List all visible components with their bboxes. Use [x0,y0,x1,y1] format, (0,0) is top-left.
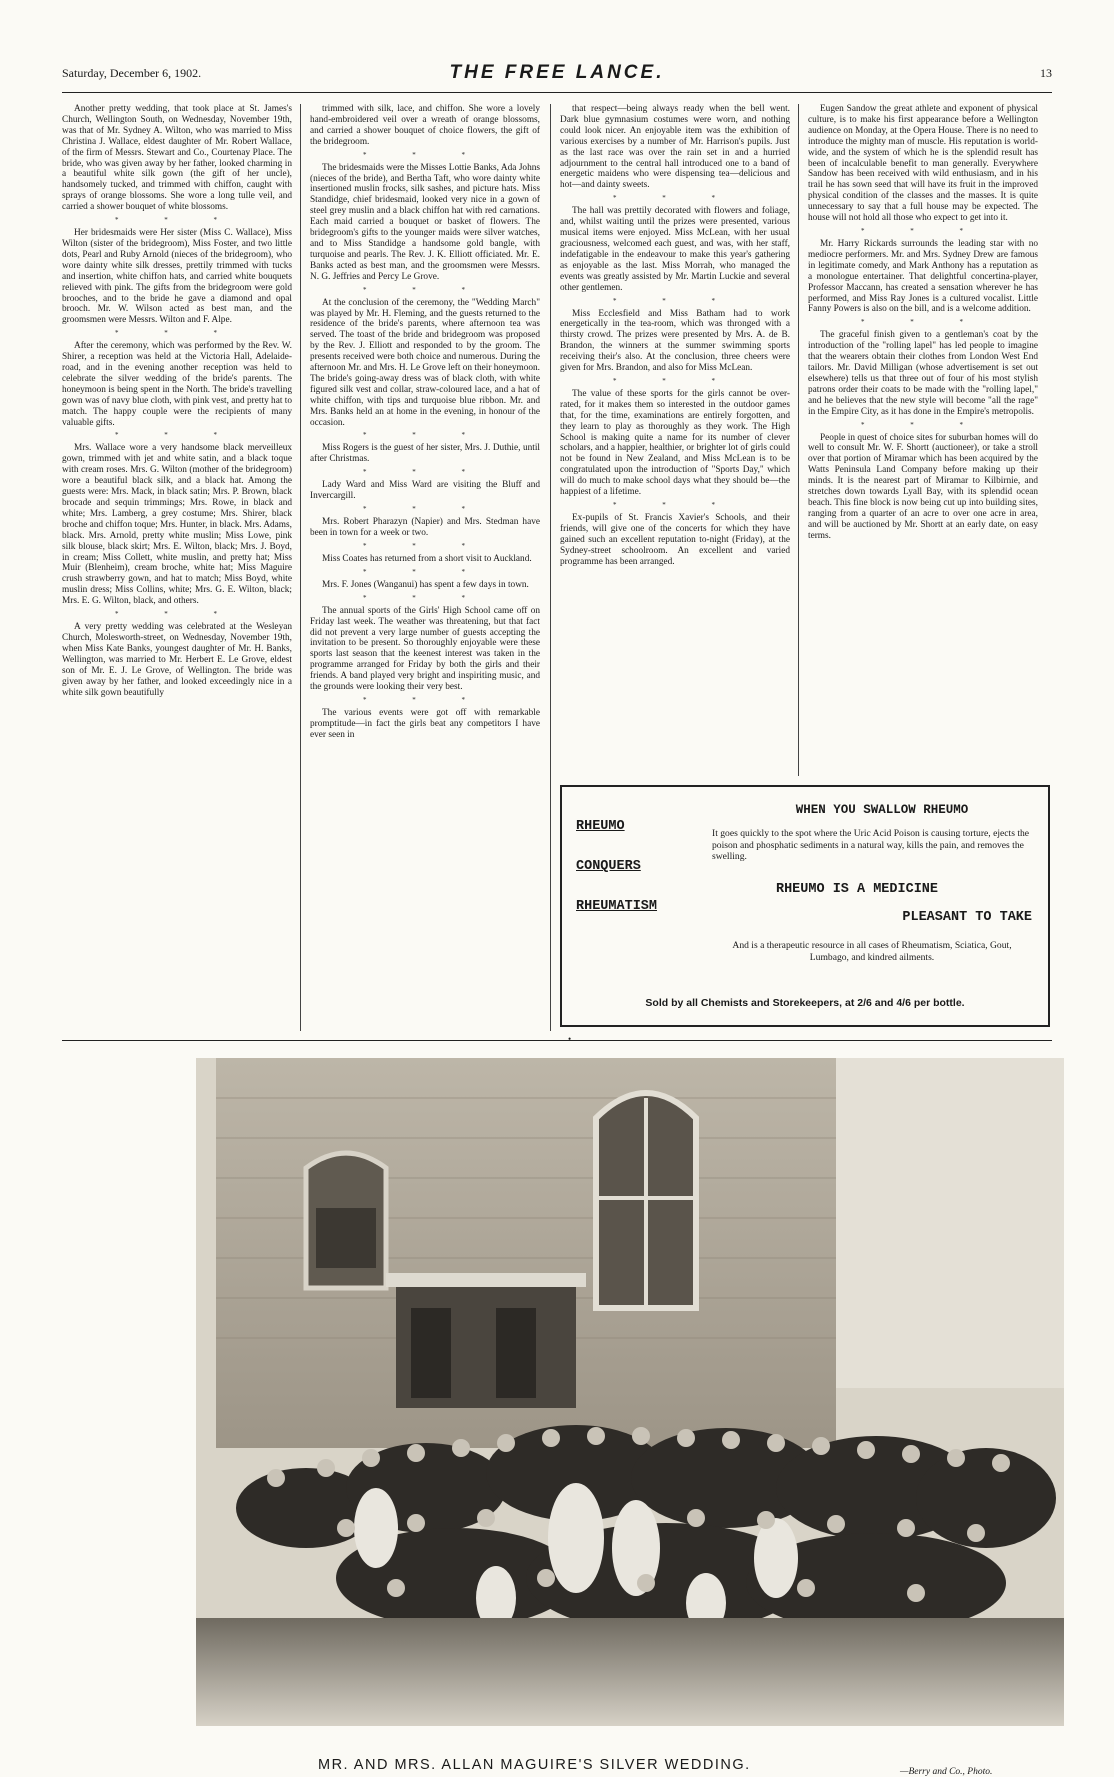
article-paragraph: Miss Coates has returned from a short visit to Auckland. [322,553,532,564]
article-paragraph: Mrs. Wallace wore a very handsome black merveilleux gown, trimmed with jet and white satin, and a black toque with cream roses. Mrs. G. Wilton (mother of the bridegroom) wore a beautiful black silk, and a black hat. Among the guests were: Mrs. Mack, in black satin; Mrs. P. Brown, black brocade and sequin trimmings; Mrs. Rowe, in black and white; Mrs. Lamberg, a grey costume; Mrs. Shirer, black broche and chiffon toque; Mrs. Hunter, in black. Mrs. Adams, black. Mrs. Arnold, pretty white muslin; Miss Lowe, pink silk blouse, black skirt; Mrs. E. Wilton, black; Mrs. J. Boyd, in cream; Miss Collett, white muslin, and pretty hat; Miss Muir (Blenheim), cream broche, white hat; Miss Maguire crush strawberry gown, and hat to match; Miss Boyd, white muslin dress; Miss Collins, white; Mrs. G. E. Wilton, black; Mrs. E. G. Wilton, black, and others. [62,443,292,607]
column-4 [808,104,1038,776]
section-divider: * * * [115,329,239,338]
advert-word: RHEUMO [576,819,625,834]
section-divider: * * * [861,318,985,327]
column-rule [798,104,799,776]
article-paragraph: Ex-pupils of St. Francis Xavier's Schools, and their friends, will give one of the concerts for which they have gained such an excellent reputation to-night (Friday), at the Sydney-street schoolroom. An excellent and varied programme has been arranged. [560,513,790,567]
advert-footer: Sold by all Chemists and Storekeepers, at 2/6 and 4/6 per bottle. [645,997,965,1009]
issue-date: Saturday, December 6, 1902. [62,66,202,80]
column-rule [550,104,551,1031]
section-divider: * * * [613,296,737,305]
article-paragraph: Miss Ecclesfield and Miss Batham had to work energetically in the tea-room, which was thronged with a thirsty crowd. The prizes were presented by Mrs. A. de B. Brandon, the winners at the summer swimming sports receiving their's also. At the conclusion, three cheers were given for Mrs. Brandon, and also for Miss McLean. [560,308,790,374]
advert-headline-2: PLEASANT TO TAKE [902,910,1032,925]
section-divider: * * * [613,376,737,385]
wedding-group-photo [196,1058,1064,1726]
photo-credit: —Berry and Co., Photo. [900,1767,993,1777]
article-paragraph: After the ceremony, which was performed by the Rev. W. Shirer, a reception was held at the Victoria Hall, Adelaide-road, and in the evening another reception was held to celebrate the silver wedding of the bride's parents. The honeymoon is being spent in the North. The bride's travelling gown was of navy blue cloth, with pink vest, and pretty hat to match. The happy couple were the recipients of many valuable gifts. [62,341,292,428]
article-paragraph: Lady Ward and Miss Ward are visiting the Bluff and Invercargill. [310,480,540,502]
article-paragraph: The value of these sports for the girls cannot be over-rated, for it makes them so interested in the outdoor games that, for the time, examinations are entirely forgotten, and they learn to play as thoroughly as they work. The High School is making quite a name for its number of clever scholars, and a happier, healthier, or brighter lot of girls could not be found in New Zealand, and Miss McLean is to be congratulated upon the introduction of "Sports Day," which will do much to make school days what they should be—the happiest of a lifetime. [560,388,790,498]
advert-body: It goes quickly to the spot where the Uric Acid Poison is causing torture, ejects the poison and phosphatic sediments in a natural way, kills the pain, and removes the swelling. [712,828,1030,862]
article-paragraph: trimmed with silk, lace, and chiffon. She wore a lovely hand-embroidered veil over a wreath of orange blossoms, and carried a shower bouquet of choice flowers, the gift of the bridegroom. [310,104,540,147]
article-paragraph: The hall was prettily decorated with flowers and foliage, and, whilst waiting until the prizes were presented, various musical items were enjoyed. Miss McLean, with her usual graciousness, welcomed each guest, and was, with her staff, indefatigable in the endeavour to make this year's gathering as enjoyable as the last. Miss Morrah, who managed the events was greatly assisted by Mr. Martin Luckie and several other gentlemen. [560,206,790,293]
masthead [62,62,1052,93]
section-divider: * * * [115,431,239,440]
section-divider: * * * [613,194,737,203]
column-rule [300,104,301,1031]
article-paragraph: People in quest of choice sites for suburban homes will do well to consult Mr. W. F. Shortt (auctioneer), or take a stroll over that portion of Miramar which has been acquired by the Watts Peninsula Land Company before making up their minds. It is the nearest part of Miramar to Kilbirnie, and stretches down towards Lyall Bay, with its splendid ocean beach. This fine block is now being cut up into building sites, ranging from a quarter of an acre to over one acre in area, and will be auctioned by Mr. Shortt at an early date, on easy terms. [808,432,1038,541]
advert-headline: RHEUMO IS A MEDICINE [775,882,939,897]
article-paragraph: The various events were got off with remarkable promptitude—in fact the girls beat any competitors I have ever seen in [310,707,540,740]
section-divider: * * * [363,468,487,477]
article-paragraph: Miss Rogers is the guest of her sister, Mrs. J. Duthie, until after Christmas. [310,443,540,465]
newspaper-title: THE FREE LANCE. [449,62,665,83]
advert-word: RHEUMATISM [576,899,658,914]
article-paragraph: A very pretty wedding was celebrated at the Wesleyan Church, Molesworth-street, on Wednesday, November 19th, when Miss Kate Banks, youngest daughter of Mr. H. Banks, Wellington, was married to Mr. Herbert E. Le Grove, eldest son of Mr. E. J. Le Grove, of Wellington. The bride was given away by her father, and looked exceedingly nice in a white silk gown beautifully [62,622,292,698]
article-paragraph: The bridesmaids were the Misses Lottie Banks, Ada Johns (nieces of the bride), and Bertha Taft, who wore dainty white insertioned muslin frocks, silk sashes, and picture hats. Miss Standidge, chief bridesmaid, looked very nice in a gown of steel grey muslin and a black chiffon hat with red carnations. Each maid carried a bouquet or basket of flowers. The bridegroom's gifts to the younger maids were silver watches, and to Miss Standidge a handsome gold bangle, with turquoise and pearls. The Rev. J. K. Elliott officiated. Mr. E. Banks acted as best man, and the groomsmen were Messrs. N. G. Jeffries and Percy Le Grove. [310,162,540,282]
article-paragraph: that respect—being always ready when the bell went. Dark blue gymnasium costumes were worn, and nothing could look nicer. An enjoyable item was the exhibition of various exercises by a number of Mr. Harrison's pupils. Just as the last race was over the rain set in and a hurried adjournment to the central hall introduced one to a band of energetic maidens who were dispensing tea—delicious and hot—and dainty sweets. [560,104,790,191]
photo-divider [62,1040,1052,1041]
rheumo-advertisement [560,785,1050,1027]
section-divider: * * * [861,420,985,429]
article-paragraph: Mrs. F. Jones (Wanganui) has spent a few days in town. [322,579,529,590]
article-paragraph: Her bridesmaids were Her sister (Miss C. Wallace), Miss Wilton (sister of the bridegroom), Miss Foster, and two little dots, Pearl and Ruby Arnold (nieces of the bridegroom), who wore dainty white silk dresses, prettily trimmed with tucks and insertion, white chiffon hats, and carried white bouquets relieved with pink. The gifts from the bridegroom were gold brooches, and to the bride he gave a diamond and opal brooch. Mr. W. Wilson acted as best man, and the groomsmen were Messrs. Wilton and F. Alpe. [62,228,292,326]
photo-divider-marker: • [568,1034,572,1044]
section-divider: * * * [363,567,487,576]
column-1 [62,104,292,1031]
advert-word-stack [576,819,696,939]
photo-caption: MR. AND MRS. ALLAN MAGUIRE'S SILVER WEDDING. [318,1757,751,1773]
advert-body-2: And is a therapeutic resource in all cases of Rheumatism, Sciatica, Gout, Lumbago, and kindred ailments. [732,940,1012,963]
section-divider: * * * [363,541,487,550]
column-2 [310,104,540,1031]
page-number: 13 [1040,66,1052,80]
section-divider: * * * [363,505,487,514]
article-paragraph: Eugen Sandow the great athlete and exponent of physical culture, is to make his first appearance before a Wellington audience on Monday, at the Opera House. There is no need to introduce the mighty man of muscle. His reputation is world-wide, and the system of which he is the splendid result has been of incalculable benefit to man generally. Everywhere Sandow has been received with wild enthusiasm, and in his trail he has sown seed that will have its fruit in the improved physical condition of the classes and the masses. It is quite unnecessary to say that a full house may be expected. The house will not hold all those who expect to get into it. [808,104,1038,224]
advert-title: WHEN YOU SWALLOW RHEUMO [795,803,969,817]
advert-word: CONQUERS [576,859,641,874]
article-paragraph: The graceful finish given to a gentleman's coat by the introduction of the "rolling lapel" has led people to imagine that the wearers obtain their clothes from London West End tailors. Mr. David Milligan (whose advertisement is set out elsewhere) tells us that three out of four of his most stylish patrons order their coats to be made with the "rolling lapel," and he believes that the new style will become "all the rage" in the Empire City, as it has done in the Empire's metropolis. [808,330,1038,417]
section-divider: * * * [363,285,487,294]
section-divider: * * * [115,610,239,619]
article-paragraph: Mr. Harry Rickards surrounds the leading star with no mediocre performers. Mr. and Mrs. Sydney Drew are famous in legitimate comedy, and Mark Anthony has a reputation as a monologue entertainer. That delightful concertina-player, Professor Maccann, has created a sensation wherever he has performed, and Miss Ray Jones is a cultured vocalist. Little Fanny Powers is also on the bill, and is a welcome addition. [808,238,1038,315]
section-divider: * * * [115,216,239,225]
section-divider: * * * [363,431,487,440]
section-divider: * * * [861,226,985,235]
section-divider: * * * [363,593,487,602]
section-divider: * * * [613,501,737,509]
section-divider: * * * [363,150,487,159]
article-paragraph: Mrs. Robert Pharazyn (Napier) and Mrs. Stedman have been in town for a week or two. [310,517,540,538]
section-divider: * * * [363,695,487,704]
article-paragraph: The annual sports of the Girls' High School came off on Friday last week. The weather was threatening, but that fact did not prevent a very large number of guests accepting the invitation to be present. So thoroughly enjoyable were these sports last season that the keenest interest was taken in the programme arranged for Friday by both the girls and their friends. A band played very bright and inspiriting music, and the grounds were looking their very best. [310,605,540,693]
article-paragraph: At the conclusion of the ceremony, the "Wedding March" was played by Mr. H. Fleming, and the guests returned to the residence of the bride's parents, where afternoon tea was served. The toast of the bride and bridegroom was proposed by the Rev. J. Elliott and responded to by the groom. The presents received were both choice and numerous. During the afternoon Mr. and Mrs. H. Le Grove left on their honeymoon. The bride's going-away dress was of black cloth, with white figured silk vest and collar, straw-coloured lace, and a hat of white chiffon, with tips and turquoise blue ribbon. Mr. and Mrs. Banks held an at home in the evening, in honour of the occasion. [310,297,540,428]
article-paragraph: Another pretty wedding, that took place at St. James's Church, Wellington South, on Wednesday, November 19th, was that of Mr. Sydney A. Wilton, who was married to Miss Christina J. Wallace, eldest daughter of Mr. Robert Wallace, of the firm of Messrs. Stewart and Co., Courtenay Place. The bride, who was given away by her father, looked charming in a beautiful white silk gown (the gift of her uncle), handsomely tucked, and trimmed with chiffon, caught with sprays of orange blossoms. She wore a long tulle veil, and carried a shower bouquet of white blossoms. [62,104,292,213]
photo-illustration [196,1058,1064,1726]
column-3 [560,104,790,776]
